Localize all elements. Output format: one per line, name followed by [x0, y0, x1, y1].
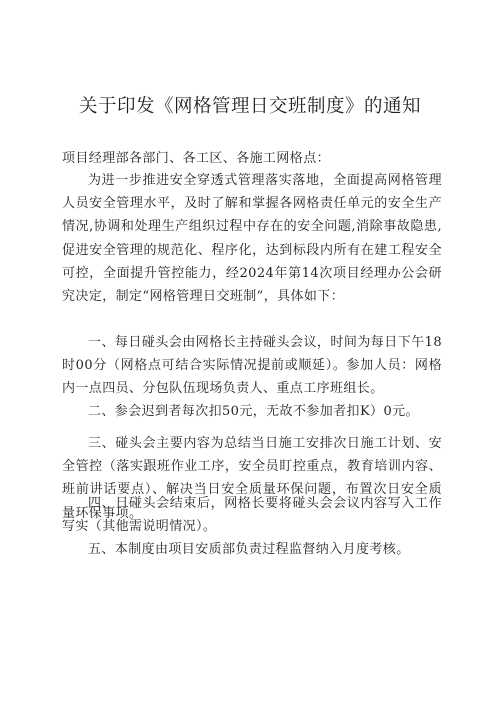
clause-2-paragraph: 二、参会迟到者每次扣50元，无故不参加者扣K）0元。	[88, 404, 419, 419]
document-title: 关于印发《网格管理日交班制度》的通知	[78, 96, 421, 117]
clause-5-paragraph: 五、本制度由项目安质部负责过程监督纳入月度考核。	[88, 542, 410, 557]
addressee-line: 项目经理部各部门、各工区、各施工网格点：	[62, 151, 331, 166]
clause-1-paragraph: 一、每日碰头会由网格长主持碰头会议，时间为每日下午18时00分（网格点可结合实际情况提前或顺延）。参加人员：网格内一点四员、分包队伍现场负责人、重点工序班组长。	[62, 335, 442, 397]
intro-paragraph: 为进一步推进安全穿透式管理落实落地，全面提高网格管理人员安全管理水平，及时了解和掌握各网格责任单元的安全生产情况,协调和处理生产组织过程中存在的安全问题,消除事故隐患,促进安全管理的规范化、程序化，达到标段内所有在建工程安全可控，全面提升管控能力，经2024年第14次项目经理办公会研究决定，制定“网格管理日交班制”，具体如下：	[62, 173, 442, 305]
clause-3-paragraph: 三、碰头会主要内容为总结当日施工安排次日施工计划、安全管控（落实跟班作业工序，安全员盯控重点，教育培训内容、班前讲话要点）、解决当日安全质量环保问题，布置次日安全质量环保事项。	[62, 436, 442, 521]
clause-4-paragraph: 四、日碰头会结束后，网格长要将碰头会会议内容写入工作写实（其他需说明情况）。	[62, 496, 442, 535]
